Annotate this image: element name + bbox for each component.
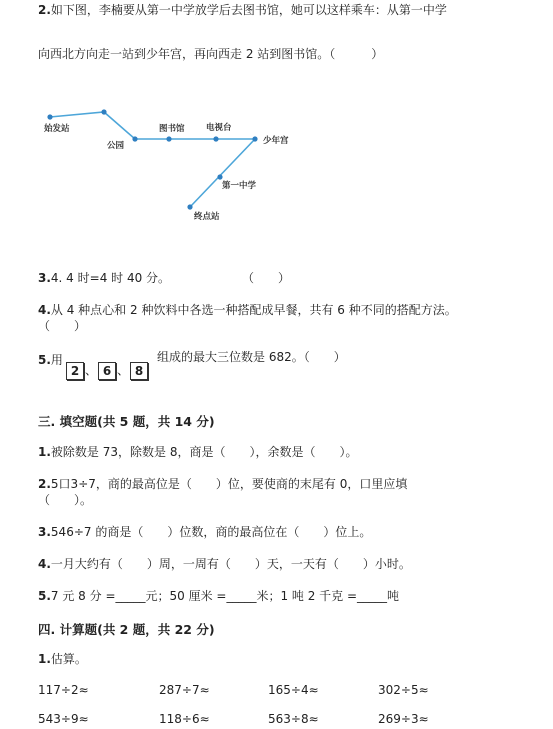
question-2-line2: 向西北方向走一站到少年宫，再向西走 2 站到图书馆。（ ） [38,47,384,61]
label-school: 第一中学 [222,181,257,191]
question-5 [38,349,63,371]
question-number: 1. [38,652,51,666]
question-5-text: 组成的最大三位数是 682。（ ） [157,350,346,364]
section-heading-fill-in: 三. 填空题(共 5 题，共 14 分) [38,414,215,429]
estimate-item: 118÷6≈ [159,712,210,726]
question-4-line2: （ ） [38,319,87,333]
question-number: 2. [38,477,51,491]
question-number: 3. [38,525,51,539]
stop-bend [101,109,106,114]
question-3 [38,270,290,286]
stop-park [132,136,137,141]
estimate-item: 302÷5≈ [378,683,429,697]
question-text: 如下图，李楠要从第一中学放学后去图书馆，她可以这样乘车：从第一中学 [50,3,447,17]
stop-tv [213,136,218,141]
separator: 、 [85,363,98,378]
digit-cards [65,360,149,381]
question-number: 4. [38,303,51,317]
section-heading-calculation: 四. 计算题(共 2 题，共 22 分) [38,622,215,637]
fill-2-line2: （ ）。 [38,493,93,507]
question-text: 546÷7 的商是（ ）位数，商的最高位在（ ）位上。 [50,525,372,539]
label-tv: 电视台 [206,123,232,133]
question-text: 7 元 8 分 =_____元；50 厘米 =_____米；1 吨 2 千克 =_____吨 [50,589,400,603]
estimate-item: 165÷4≈ [268,683,319,697]
separator: 、 [117,363,130,378]
fill-3 [38,524,371,540]
label-end: 终点站 [194,212,220,222]
question-number: 3. [38,271,51,285]
estimate-item: 543÷9≈ [38,712,89,726]
calc-1 [38,651,87,667]
question-number: 5. [38,353,51,367]
estimate-item: 287÷7≈ [159,683,210,697]
label-youth: 少年宫 [263,136,289,146]
question-text: 被除数是 73，除数是 8，商是（ ），余数是（ ）。 [50,445,358,459]
question-2-line1 [38,2,447,18]
stop-end [187,204,192,209]
question-text: 估算。 [50,652,87,666]
estimate-item: 117÷2≈ [38,683,89,697]
question-text: 一月大约有（ ）周，一周有（ ）天，一天有（ ）小时。 [50,557,411,571]
question-text-pre: 用 [50,353,63,367]
fill-5 [38,588,399,604]
stop-youth [252,136,257,141]
label-library: 图书馆 [159,124,185,134]
digit-card: 2 [66,362,84,380]
fill-1 [38,444,357,460]
digit-card: 8 [130,362,148,380]
fill-4 [38,556,411,572]
label-park: 公园 [107,141,125,151]
question-number: 4. [38,557,51,571]
question-text: 5口3÷7，商的最高位是（ ）位，要使商的末尾有 0，口里应填 [50,477,408,491]
estimate-item: 269÷3≈ [378,712,429,726]
digit-card: 6 [98,362,116,380]
question-number: 2. [38,3,51,17]
stop-library [166,136,171,141]
label-start: 始发站 [44,124,70,134]
question-number: 1. [38,445,51,459]
stop-school [217,174,222,179]
stop-start [47,114,52,119]
estimate-item: 563÷8≈ [268,712,319,726]
question-text: 从 4 种点心和 2 种饮料中各选一种搭配成早餐，共有 6 种不同的搭配方法。 [50,303,457,317]
fill-2-line1 [38,476,407,492]
question-4-line1 [38,302,457,318]
question-number: 5. [38,589,51,603]
bus-route-map [30,95,320,230]
question-text: 4. 4 时=4 时 40 分。 （ ） [50,271,291,285]
